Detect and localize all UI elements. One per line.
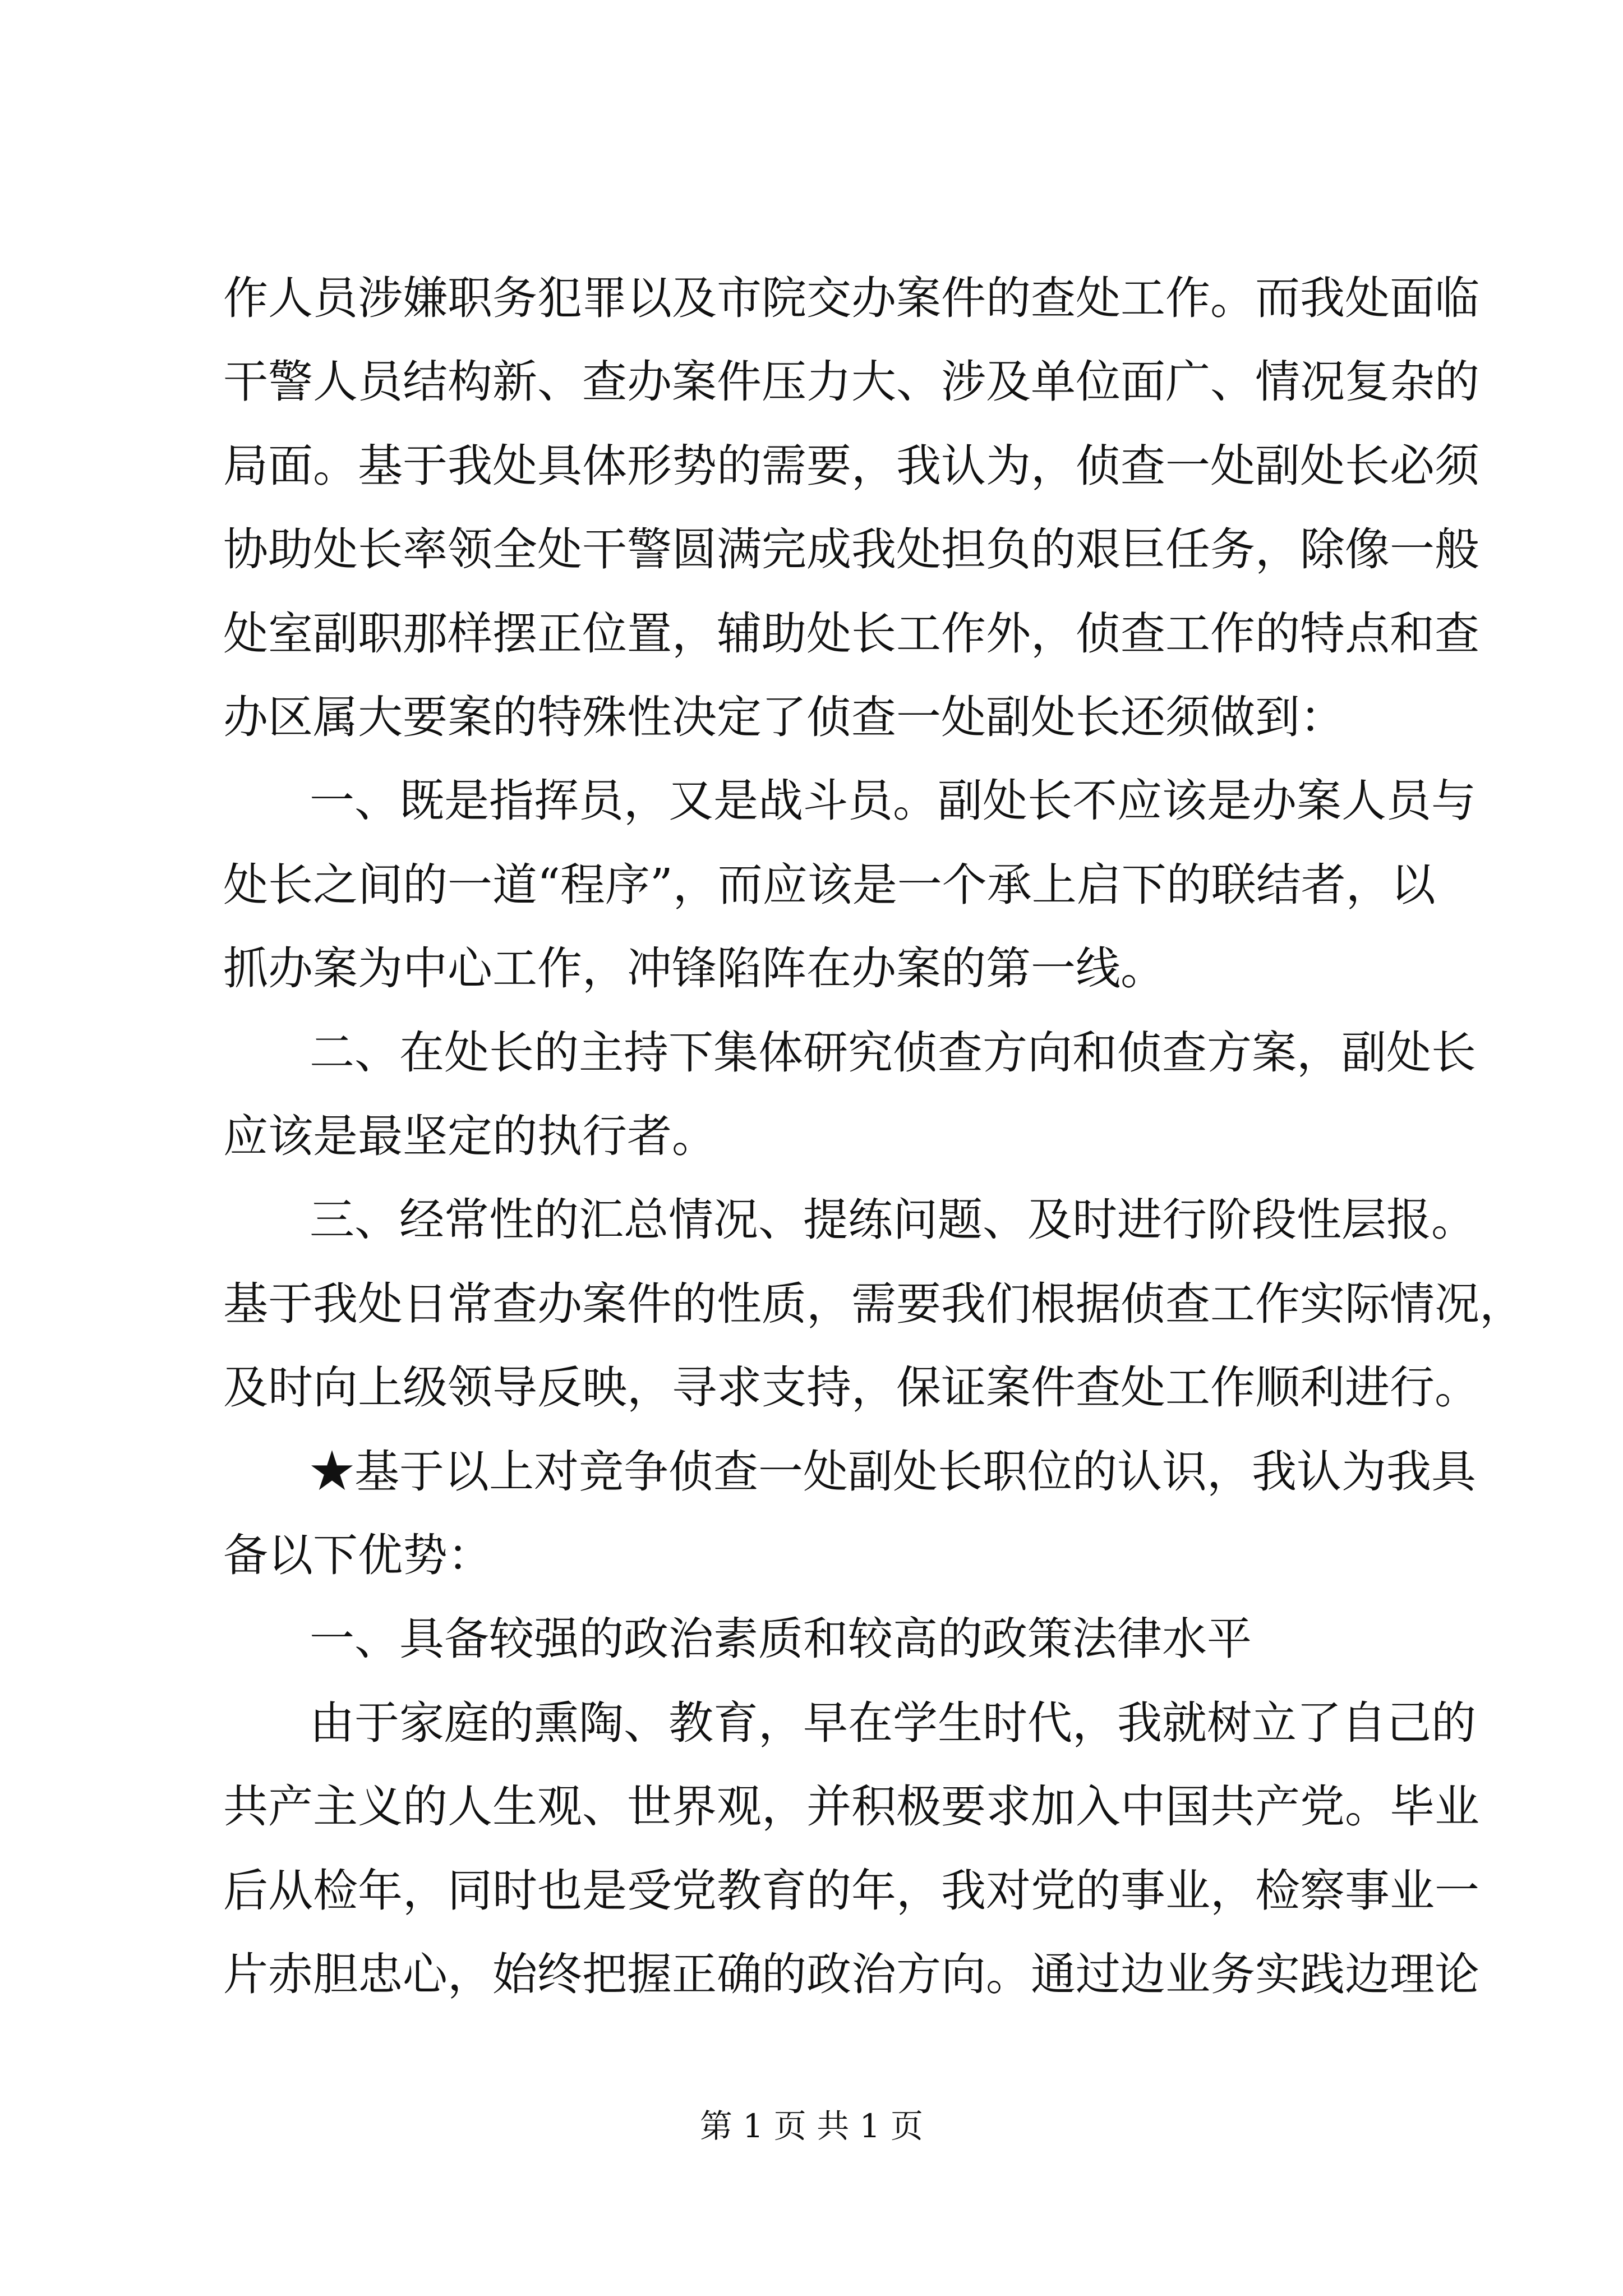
text-line: 片赤胆忠心，始终把握正确的政治方向。通过边业务实践边理论 [223,1948,1479,2000]
page-footer [0,2101,1623,2151]
text-line: 由于家庭的熏陶、教育，早在学生时代，我就树立了自己的 [310,1697,1476,1749]
text-line: 局面。基于我处具体形势的需要，我认为，侦查一处副处长必须 [223,440,1479,492]
text-line: 共产主义的人生观、世界观，并积极要求加入中国共产党。毕业 [223,1780,1479,1833]
text-line: 办区属大要案的特殊性决定了侦查一处副处长还须做到： [223,691,1345,743]
page-number-label: 第 1 页 共 1 页 [700,2107,923,2145]
text-line: 基于我处日常查办案件的性质，需要我们根据侦查工作实际情况， [223,1278,1524,1330]
text-line: 处室副职那样摆正位置，辅助处长工作外，侦查工作的特点和查 [223,608,1479,660]
text-line: 二、在处长的主持下集体研究侦查方向和侦查方案，副处长 [310,1027,1476,1079]
text-line: 及时向上级领导反映，寻求支持，保证案件查处工作顺利进行。 [223,1361,1479,1414]
text-line: 抓办案为中心工作，冲锋陷阵在办案的第一线。 [223,942,1165,995]
text-line: 一、具备较强的政治素质和较高的政策法律水平 [310,1613,1252,1665]
text-line: 处长之间的一道“程序”，而应该是一个承上启下的联结者，以 [223,859,1436,911]
text-line: 应该是最坚定的执行者。 [223,1110,717,1162]
text-line: 一、既是指挥员，又是战斗员。副处长不应该是办案人员与 [310,775,1476,827]
text-line: 备以下优势： [223,1529,492,1581]
text-line: 三、经常性的汇总情况、提练问题、及时进行阶段性层报。 [310,1194,1476,1246]
text-line: 作人员涉嫌职务犯罪以及市院交办案件的查处工作。而我处面临 [223,272,1479,324]
text-line: 干警人员结构新、查办案件压力大、涉及单位面广、情况复杂的 [223,356,1479,408]
text-line: ★基于以上对竞争侦查一处副处长职位的认识，我认为我具 [310,1446,1476,1498]
text-line: 协助处长率领全处干警圆满完成我处担负的艰巨任务，除像一般 [223,523,1479,576]
text-line: 后从检年，同时也是受党教育的年，我对党的事业，检察事业一 [223,1865,1479,1917]
